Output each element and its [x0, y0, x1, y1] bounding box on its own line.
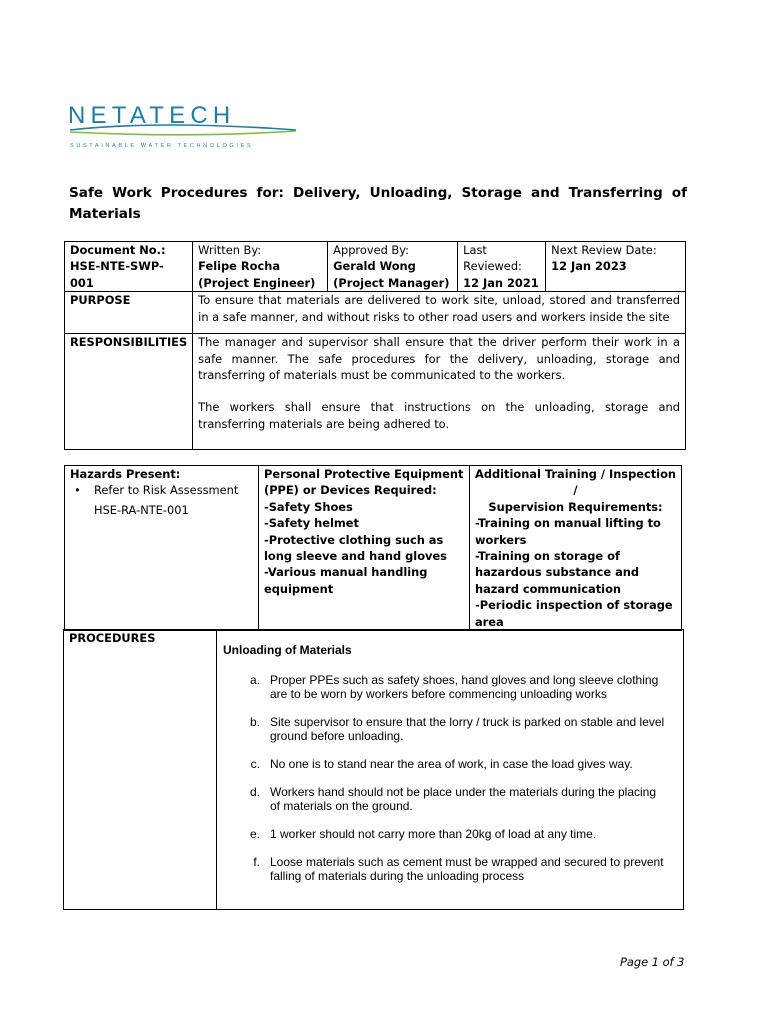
- logo-tagline: SUSTAINABLE WATER TECHNOLOGIES: [70, 143, 254, 149]
- procedure-text: Site supervisor to ensure that the lorry / truck is parked on stable and level ground before unloading.: [270, 715, 665, 743]
- responsibilities-label: RESPONSIBILITIES: [65, 334, 193, 450]
- approved-by-cell: [328, 242, 458, 292]
- purpose-label: PURPOSE: [65, 292, 193, 334]
- procedure-letter: c.: [250, 757, 260, 771]
- company-logo: [68, 100, 298, 156]
- ppe-item: -Safety helmet: [264, 516, 359, 531]
- logo-swoosh-icon: [68, 118, 298, 138]
- procedure-text: No one is to stand near the area of work, in case the load gives way.: [270, 757, 633, 771]
- ppe-item: -Protective clothing such as long sleeve and hand gloves: [264, 532, 447, 564]
- bullet-icon: •: [74, 483, 81, 498]
- ppe-cell: [259, 466, 470, 631]
- procedures-label: PROCEDURES: [64, 630, 217, 910]
- procedure-item: [217, 673, 683, 701]
- last-reviewed-label-2: Reviewed:: [463, 259, 522, 274]
- hazards-label: Hazards Present:: [70, 467, 181, 481]
- procedure-text: Proper PPEs such as safety shoes, hand gloves and long sleeve clothing are to be worn by workers before commencing unloading works: [270, 673, 659, 701]
- procedures-cell: [217, 630, 684, 910]
- ppe-item: -Safety Shoes: [264, 499, 353, 514]
- page-number: Page 1 of 3: [620, 955, 685, 969]
- doc-no-value-1: HSE-NTE-SWP-: [70, 259, 164, 274]
- doc-no-label: Document No.:: [70, 243, 166, 257]
- next-review-label: Next Review Date:: [551, 243, 657, 257]
- last-reviewed-label-1: Last: [463, 243, 487, 257]
- ppe-title-2: (PPE) or Devices Required:: [264, 483, 437, 498]
- responsibilities-cell: [193, 334, 686, 450]
- procedures-table: [63, 629, 684, 910]
- doc-no-cell: [65, 242, 193, 292]
- procedure-text: Loose materials such as cement must be wrapped and secured to prevent falling of materials during the unloading process: [270, 855, 664, 883]
- ppe-item: -Various manual handling equipment: [264, 565, 428, 596]
- written-by-cell: [193, 242, 328, 292]
- training-item: -Periodic inspection of storage area: [475, 598, 673, 629]
- ppe-title-1: Personal Protective Equipment: [264, 467, 464, 481]
- training-title-2: Supervision Requirements:: [488, 499, 663, 514]
- hazards-table: [64, 465, 682, 631]
- next-review-value: 12 Jan 2023: [551, 259, 627, 274]
- approved-by-role: (Project Manager): [333, 275, 450, 290]
- last-reviewed-cell: [458, 242, 546, 292]
- procedure-letter: a.: [249, 673, 260, 687]
- logo-wordmark: NETATECH: [68, 102, 236, 129]
- approved-by-label: Approved By:: [333, 243, 409, 257]
- hazards-bullet-text: Refer to Risk Assessment: [94, 483, 239, 498]
- procedure-text: Workers hand should not be place under the materials during the placing of materials on the ground.: [270, 785, 657, 813]
- training-item: -Training on manual lifting to workers: [475, 516, 661, 547]
- training-item: -Training on storage of hazardous substance and hazard communication: [475, 549, 640, 596]
- approved-by-name: Gerald Wong: [333, 259, 416, 274]
- document-info-table: [64, 241, 686, 450]
- procedure-text: 1 worker should not carry more than 20kg of load at any time.: [270, 827, 597, 841]
- procedures-heading: Unloading of Materials: [223, 643, 352, 657]
- purpose-text: To ensure that materials are delivered to work site, unload, stored and transferred in a safe manner, and without risks to other road users and workers inside the site: [193, 292, 686, 334]
- procedures-list: [217, 673, 683, 883]
- training-cell: [470, 466, 682, 631]
- procedure-letter: e.: [249, 827, 260, 841]
- written-by-name: Felipe Rocha: [198, 259, 281, 274]
- procedure-letter: b.: [249, 715, 260, 729]
- procedure-letter: f.: [253, 855, 260, 869]
- procedure-item: [217, 715, 683, 743]
- next-review-cell: [546, 242, 686, 292]
- training-title-1: Additional Training / Inspection /: [475, 467, 677, 498]
- procedure-item: [217, 855, 683, 883]
- written-by-role: (Project Engineer): [198, 275, 316, 290]
- procedure-item: [217, 785, 683, 813]
- written-by-label: Written By:: [198, 243, 262, 257]
- last-reviewed-value: 12 Jan 2021: [463, 275, 539, 290]
- procedure-item: [217, 757, 683, 771]
- responsibilities-text-1: The manager and supervisor shall ensure that the driver perform their work in a safe manner. The safe procedures for the delivery, unloading, storage and transferring of materials must be communicated to the workers.: [198, 335, 680, 383]
- hazards-cell: [65, 466, 259, 631]
- document-title: Safe Work Procedures for: Delivery, Unloading, Storage and Transferring of Materials: [69, 185, 687, 222]
- responsibilities-text-2: The workers shall ensure that instructions on the unloading, storage and transferring materials are being adhered to.: [198, 400, 680, 431]
- hazards-bullet-item: [70, 482, 253, 498]
- procedure-item: [217, 827, 683, 841]
- doc-no-value-2: 001: [70, 275, 94, 290]
- hazards-reference: HSE-RA-NTE-001: [94, 502, 189, 517]
- procedure-letter: d.: [249, 785, 260, 799]
